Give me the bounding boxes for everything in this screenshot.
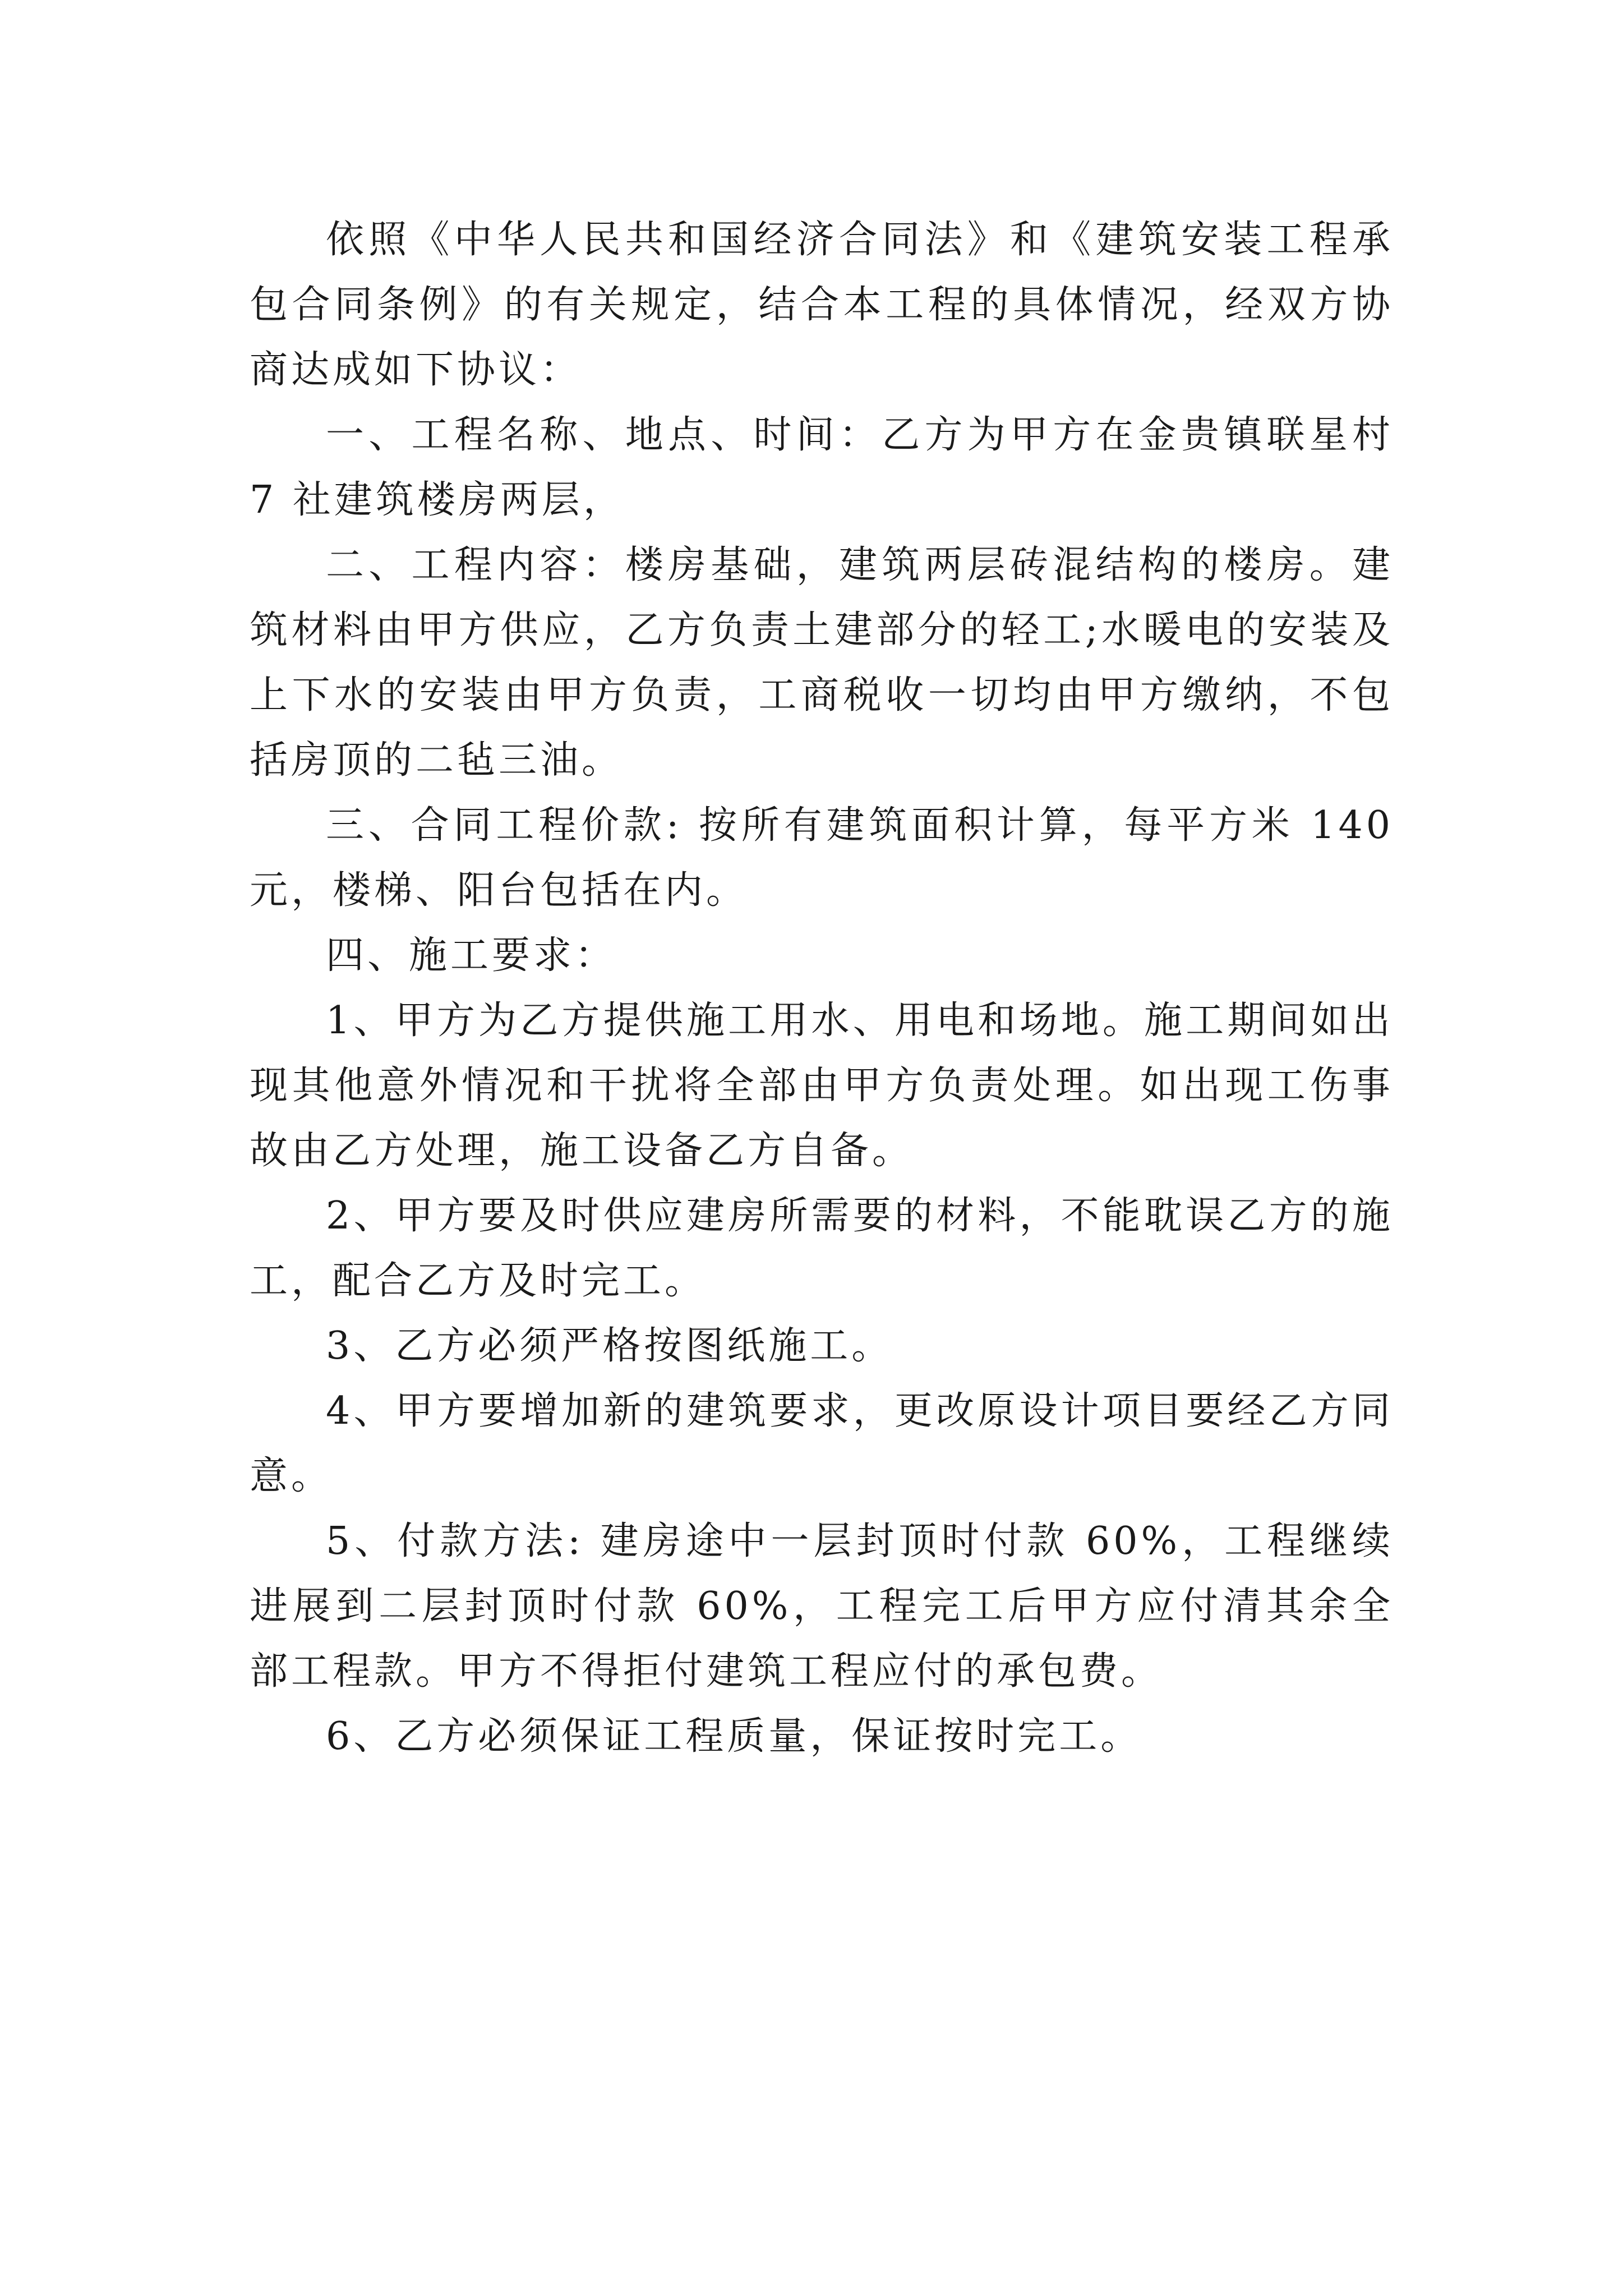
paragraph-requirement-5: 5、付款方法: 建房途中一层封顶时付款 60%，工程继续进展到二层封顶时付款 60%，工程完工后甲方应付清其余全部工程款。甲方不得拒付建筑工程应付的承包费。 — [250, 1519, 1394, 1694]
paragraph-requirement-3: 3、乙方必须严格按图纸施工。 — [326, 1324, 893, 1368]
contract-body — [250, 208, 1394, 1769]
paragraph-preamble: 依照《中华人民共和国经济合同法》和《建筑安装工程承包合同条例》的有关规定，结合本工程的具体情况，经双方协商达成如下协议： — [250, 218, 1394, 392]
paragraph-project-name-location: 一、工程名称、地点、时间：乙方为甲方在金贵镇联星村 7 社建筑楼房两层， — [250, 413, 1394, 522]
paragraph-requirement-6: 6、乙方必须保证工程质量，保证按时完工。 — [326, 1714, 1142, 1759]
paragraph-construction-requirements-heading: 四、施工要求： — [326, 933, 617, 978]
paragraph-project-content: 二、工程内容：楼房基础，建筑两层砖混结构的楼房。建筑材料由甲方供应，乙方负责土建部分的轻工;水暖电的安装及上下水的安装由甲方负责，工商税收一切均由甲方缴纳，不包括房顶的二毡三油。 — [250, 543, 1394, 783]
paragraph-requirement-2: 2、甲方要及时供应建房所需要的材料，不能耽误乙方的施工，配合乙方及时完工。 — [250, 1194, 1394, 1303]
paragraph-requirement-4: 4、甲方要增加新的建筑要求，更改原设计项目要经乙方同意。 — [250, 1389, 1394, 1498]
paragraph-requirement-1: 1、甲方为乙方提供施工用水、用电和场地。施工期间如出现其他意外情况和干扰将全部由甲方负责处理。如出现工伤事故由乙方处理，施工设备乙方自备。 — [250, 999, 1394, 1173]
paragraph-contract-price: 三、合同工程价款: 按所有建筑面积计算，每平方米 140 元，楼梯、阳台包括在内。 — [250, 803, 1394, 913]
